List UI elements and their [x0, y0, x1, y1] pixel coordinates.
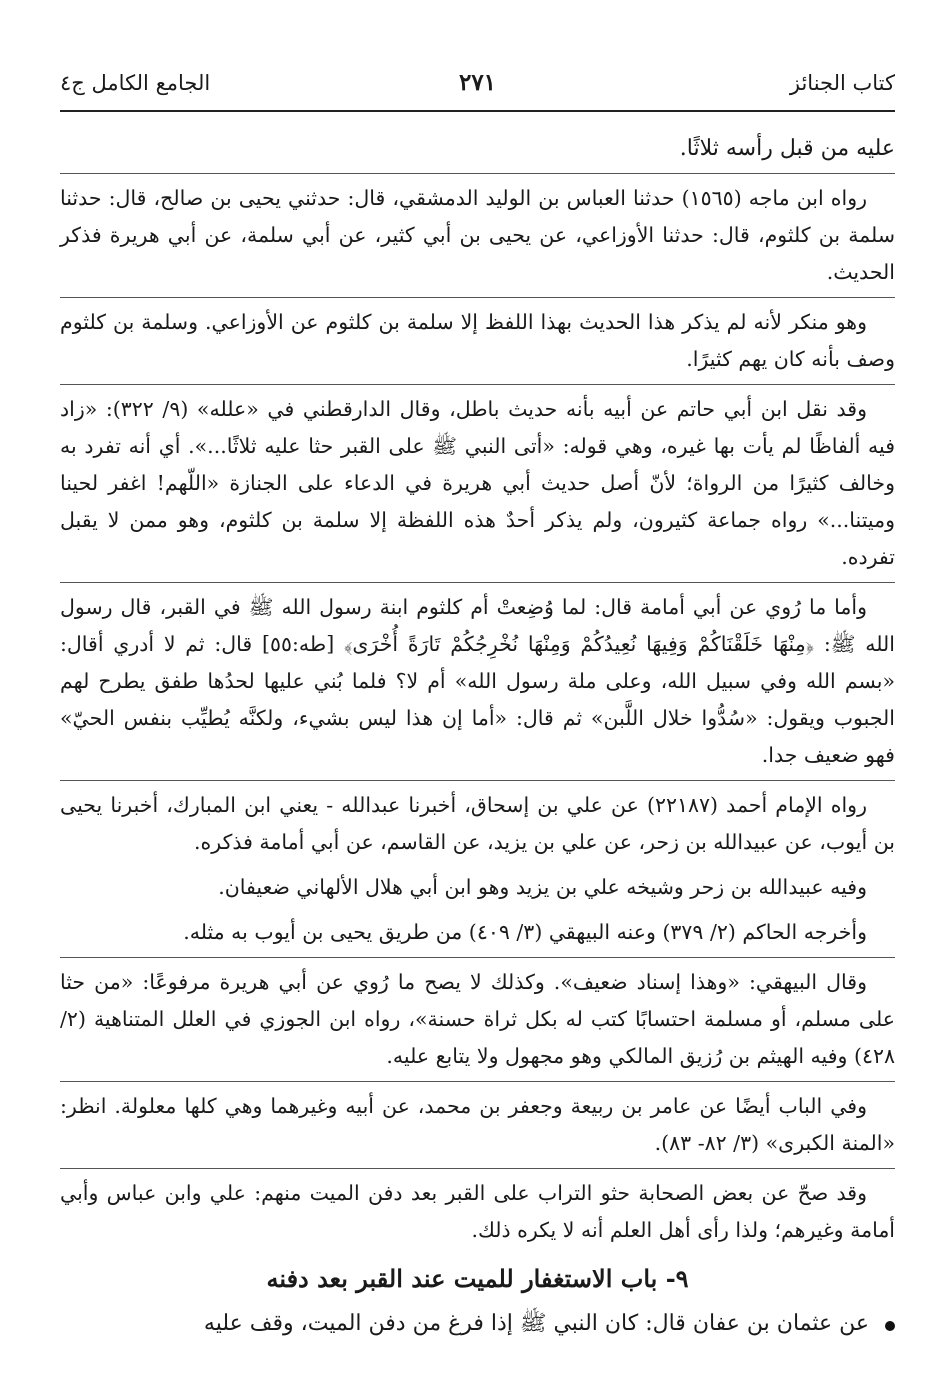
paragraph-companions: وقد صحّ عن بعض الصحابة حثو التراب على القبر بعد دفن الميت منهم: علي وابن عباس وأبي أمامة وغيرهم؛ ولذا رأى أهل العلم أنه لا يكره ذلك.: [60, 1168, 895, 1249]
paragraph-ahmad: رواه الإمام أحمد (٢٢١٨٧) عن علي بن إسحاق، أخبرنا عبدالله - يعني ابن المبارك، أخبرنا يحيى بن أيوب، عن عبيدالله بن زحر، عن علي بن يزيد، عن القاسم، عن أبي أمامة فذكره.: [60, 780, 895, 861]
chapter-title: كتاب الجنائز: [789, 71, 895, 95]
bullet-icon: [885, 1321, 895, 1331]
paragraph-daraqutni: وقد نقل ابن أبي حاتم عن أبيه بأنه حديث باطل، وقال الدارقطني في «علله» (٩/ ٣٢٢): «زاد فيه ألفاظًا لم يأت بها غيره، وهي قوله: «أتى النبي ﷺ على القبر حثا عليه ثلاثًا...». أي أنه تفرد به وخالف كثيرًا من الرواة؛ لأنّ أصل حديث أبي هريرة في الدعاء على الجنازة «اللّهم! اغفر لحينا وميتنا...» رواه جماعة كثيرون، ولم يذكر أحدٌ هذه اللفظة إلا سلمة بن كلثوم، وهو ممن لا يقبل تفرده.: [60, 384, 895, 576]
section-heading: ٩- باب الاستغفار للميت عند القبر بعد دفنه: [266, 1264, 689, 1293]
paragraph-bayhaqi: وقال البيهقي: «وهذا إسناد ضعيف». وكذلك لا يصح ما رُوي عن أبي هريرة مرفوعًا: «من حثا على مسلم، أو مسلمة احتسابًا كتب له بكل ثراة حسنة»، رواه ابن الجوزي في العلل المتناهية (٢/ ٤٢٨) وفيه الهيثم بن رُزيق المالكي وهو مجهول ولا يتابع عليه.: [60, 957, 895, 1075]
paragraph-munkar: وهو منكر لأنه لم يذكر هذا الحديث بهذا اللفظ إلا سلمة بن كلثوم عن الأوزاعي. وسلمة بن كلثوم وصف بأنه كان يهم كثيرًا.: [60, 297, 895, 378]
paragraph-other-chains: وفي الباب أيضًا عن عامر بن ربيعة وجعفر بن محمد، عن أبيه وغيرهما وهي كلها معلولة. انظر: «المنة الكبرى» (٣/ ٨٢- ٨٣).: [60, 1081, 895, 1162]
hadith-bullet: [60, 1305, 895, 1343]
book-page: [60, 58, 895, 1358]
paragraph-hakim: وأخرجه الحاكم (٢/ ٣٧٩) وعنه البيهقي (٣/ ٤٠٩) من طريق يحيى بن أيوب به مثله.: [183, 920, 867, 944]
paragraph-continuation: عليه من قبل رأسه ثلاثًا.: [679, 136, 895, 161]
hadith-text: عن عثمان بن عفان قال: كان النبي ﷺ إذا فرغ من دفن الميت، وقف عليه: [203, 1311, 869, 1336]
page-body: [60, 128, 895, 1343]
paragraph-weak-narrators: وفيه عبيدالله بن زحر وشيخه علي بن يزيد وهو ابن أبي هلال الألهاني ضعيفان.: [218, 875, 867, 899]
paragraph-abu-umama: وأما ما رُوي عن أبي أمامة قال: لما وُضِعتْ أم كلثوم ابنة رسول الله ﷺ في القبر، قال رسول الله ﷺ: ﴿مِنْهَا خَلَقْنَاكُمْ وَفِيهَا نُعِيدُكُمْ وَمِنْهَا نُخْرِجُكُمْ تَارَةً أُخْرَى﴾ [طه:٥٥] قال: ثم لا أدري أقال: «بسم الله وفي سبيل الله، وعلى ملة رسول الله» أم لا؟ فلما بُني عليها لحدُها طفق يطرح لهم الجبوب ويقول: «سُدُّوا خلال اللَّبن» ثم قال: «أما إن هذا ليس بشيء، ولكنَّه يُطيِّب بنفس الحيّ» فهو ضعيف جدا.: [60, 582, 895, 774]
paragraph-ibn-majah: رواه ابن ماجه (١٥٦٥) حدثنا العباس بن الوليد الدمشقي، قال: حدثني يحيى بن صالح، قال: حدثنا سلمة بن كلثوم، قال: حدثنا الأوزاعي، عن يحيى بن أبي كثير، عن أبي سلمة، عن أبي هريرة فذكر الحديث.: [60, 173, 895, 291]
page-header: [60, 58, 895, 112]
book-title: الجامع الكامل ج٤: [60, 71, 211, 95]
page-number: ٢٧١: [458, 69, 497, 96]
